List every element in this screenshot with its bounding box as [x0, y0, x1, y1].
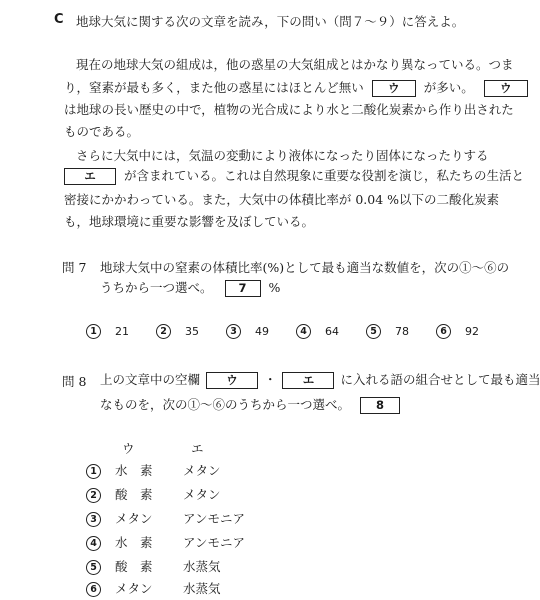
column-header-u: ウ	[122, 441, 135, 456]
separator-dot: ・	[263, 372, 277, 387]
q7-option[interactable]	[226, 323, 269, 339]
section-instruction: 地球大気に関する次の文章を読み，下の問い（問７～９）に答えよ。	[76, 14, 465, 29]
passage-text: り，窒素が最も多く，また他の惑星にはほとんど無い	[64, 80, 364, 95]
q7-text: 地球大気中の窒素の体積比率(%)として最も適当な数値を，次の①～⑥の	[100, 260, 510, 275]
q8-option[interactable]	[86, 533, 245, 551]
passage-line: も，地球環境に重要な影響を及ぼしている。	[64, 214, 315, 229]
q7-option[interactable]	[156, 323, 199, 339]
option-u: メタン	[114, 511, 153, 526]
option-e: 水蒸気	[182, 559, 221, 574]
q8-text-line1	[100, 370, 540, 389]
option-number: 5	[86, 560, 101, 575]
option-value: 21	[114, 325, 129, 338]
option-u: 水 素	[114, 463, 153, 478]
q7-text-line2	[100, 278, 280, 297]
option-number: 1	[86, 464, 101, 479]
option-u: 酸 素	[114, 559, 153, 574]
option-value: 92	[464, 325, 479, 338]
passage-line: は地球の長い歴史の中で，植物の光合成により水と二酸化炭素から作り出された	[64, 102, 514, 117]
q8-option[interactable]	[86, 485, 220, 503]
option-number: 2	[86, 488, 101, 503]
option-number: 4	[86, 536, 101, 551]
section-label: C	[54, 12, 64, 27]
q8-label: 問 8	[62, 374, 87, 389]
q7-text: うちから一つ選べ。	[100, 280, 213, 295]
passage-text: が含まれている。これは自然現象に重要な役割を演じ，私たちの生活と	[123, 168, 524, 183]
blank-box-e: エ	[64, 168, 116, 185]
passage-line: 現在の地球大気の組成は，他の惑星の大気組成とはかなり異なっている。つま	[76, 57, 514, 72]
option-u: 水 素	[114, 535, 153, 550]
option-value: 64	[324, 325, 339, 338]
option-number: 6	[86, 582, 101, 597]
q7-option[interactable]	[296, 323, 339, 339]
option-number: 5	[366, 324, 381, 339]
q7-option[interactable]	[86, 323, 129, 339]
option-number: 3	[226, 324, 241, 339]
q7-option[interactable]	[436, 323, 479, 339]
option-number: 3	[86, 512, 101, 527]
option-e: メタン	[182, 487, 221, 502]
passage-text: が多い。	[423, 80, 474, 95]
option-e: 水蒸気	[182, 581, 221, 596]
q8-option[interactable]	[86, 579, 220, 597]
option-e: アンモニア	[182, 535, 245, 550]
blank-box-u: ウ	[484, 80, 528, 97]
column-header-e: エ	[191, 441, 204, 456]
answer-box-8: 8	[360, 397, 400, 414]
option-e: アンモニア	[182, 511, 245, 526]
unit-label: %	[268, 280, 281, 295]
q8-option[interactable]	[86, 461, 220, 479]
answer-box-7: 7	[225, 280, 261, 297]
q8-option[interactable]	[86, 557, 220, 575]
option-number: 4	[296, 324, 311, 339]
option-value: 35	[184, 325, 199, 338]
q8-text-line2	[100, 395, 400, 414]
blank-box-e: エ	[282, 372, 334, 389]
passage-line	[64, 78, 528, 97]
passage-line	[64, 166, 524, 185]
q8-text: 上の文章中の空欄	[100, 372, 201, 387]
q8-text: に入れる語の組合せとして最も適当	[340, 372, 540, 387]
option-value: 49	[254, 325, 269, 338]
option-e: メタン	[182, 463, 221, 478]
passage-line: さらに大気中には，気温の変動により液体になったり固体になったりする	[76, 148, 489, 163]
q7-label: 問 7	[62, 260, 87, 275]
q8-text: なものを，次の①～⑥のうちから一つ選べ。	[100, 397, 351, 412]
option-number: 1	[86, 324, 101, 339]
blank-box-u: ウ	[372, 80, 416, 97]
q8-option[interactable]	[86, 509, 245, 527]
option-u: 酸 素	[114, 487, 153, 502]
option-number: 6	[436, 324, 451, 339]
option-value: 78	[394, 325, 409, 338]
blank-box-u: ウ	[206, 372, 258, 389]
option-u: メタン	[114, 581, 153, 596]
passage-line: 密接にかかわっている。また，大気中の体積比率が 0.04 %以下の二酸化炭素	[64, 192, 500, 207]
option-number: 2	[156, 324, 171, 339]
q7-option[interactable]	[366, 323, 409, 339]
passage-line: ものである。	[64, 124, 140, 139]
